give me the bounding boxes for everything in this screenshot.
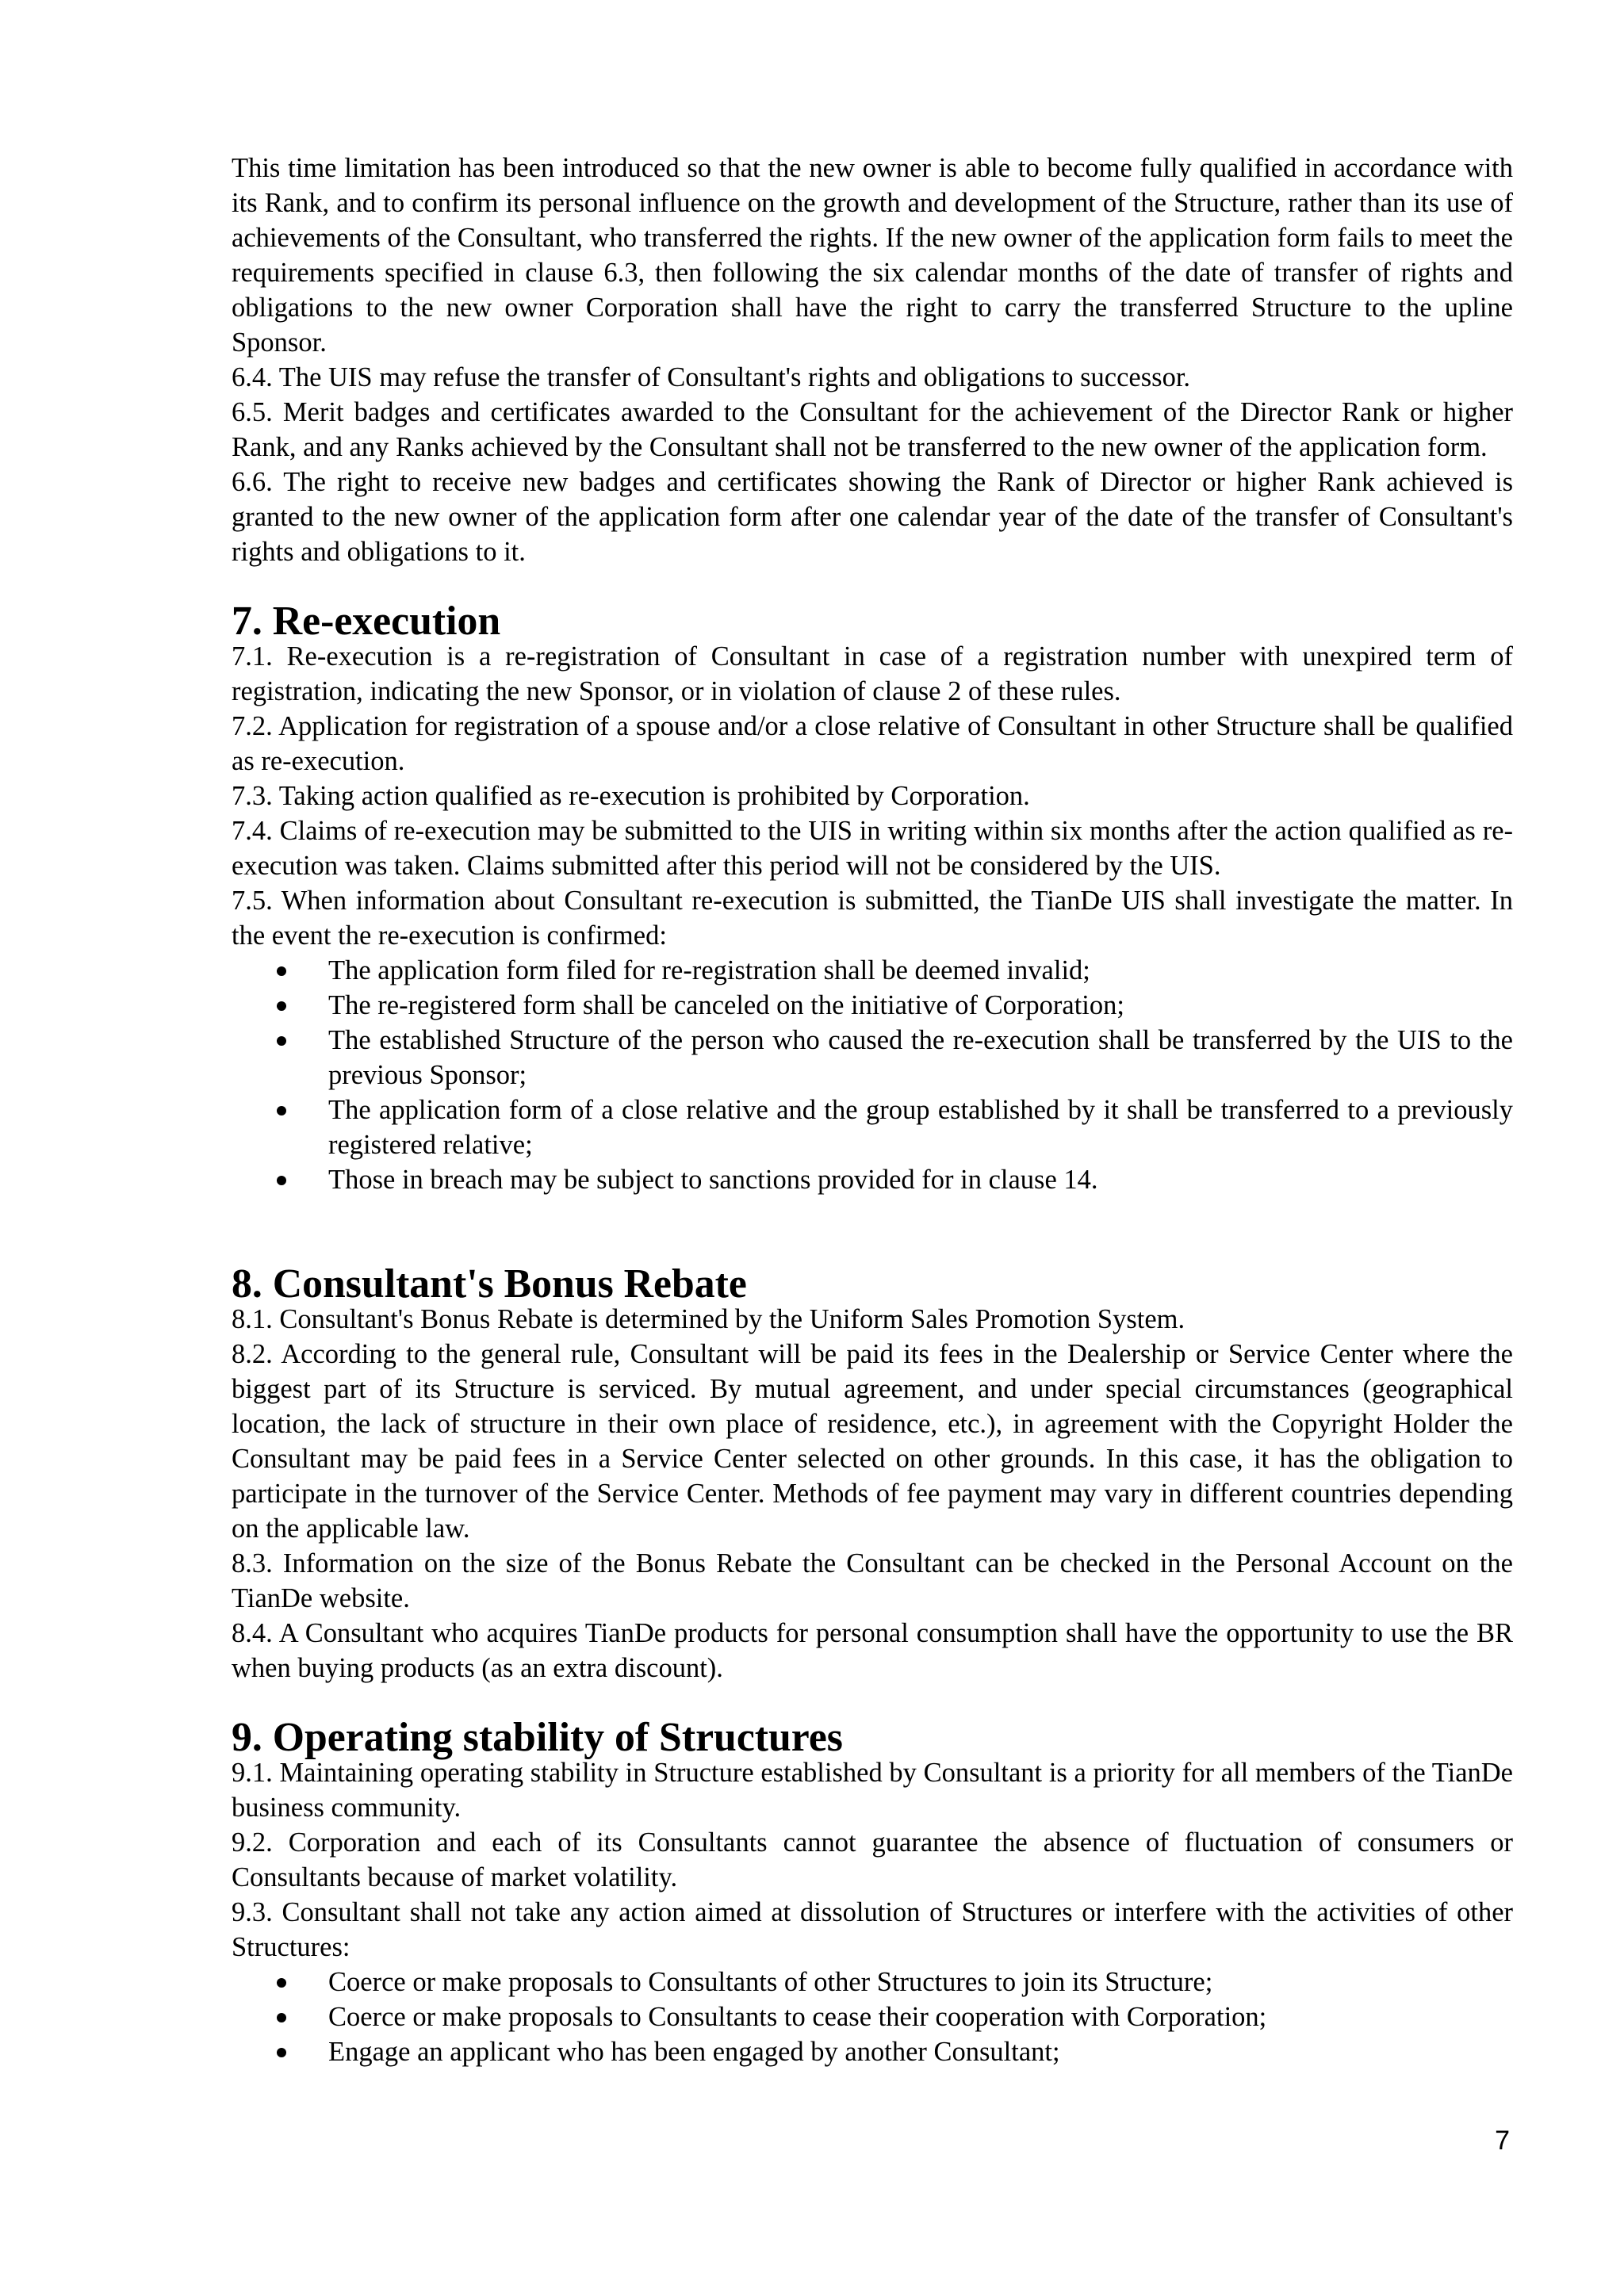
- paragraph-6-5: 6.5. Merit badges and certificates awarded to the Consultant for the achievement of the Director Rank or higher Rank, and any Ranks achieved by the Consultant shall not be transferred to the new owner of the application form.: [232, 397, 1513, 462]
- list-item: [328, 1162, 1513, 1197]
- bullet-icon: [277, 1176, 286, 1185]
- list-item-text: The application form filed for re-registration shall be deemed invalid;: [328, 955, 1090, 985]
- paragraph-8-2: 8.2. According to the general rule, Consultant will be paid its fees in the Dealership or Service Center where the biggest part of its Structure is serviced. By mutual agreement, and under special circumstances (geographical location, the lack of structure in their own place of residence, etc.), in agreement with the Copyright Holder the Consultant may be paid fees in a Service Center selected on other grounds. In this case, it has the obligation to participate in the turnover of the Service Center. Methods of fee payment may vary in different countries depending on the applicable law.: [232, 1339, 1513, 1544]
- bullet-icon: [277, 1001, 286, 1011]
- section-9-bullet-list: [232, 1965, 1513, 2069]
- paragraph-time-limitation: This time limitation has been introduced so that the new owner is able to become fully qualified in accordance with its Rank, and to confirm its personal influence on the growth and development of the Structure, rather than its use of achievements of the Consultant, who transferred the rights. If the new owner of the application form fails to meet the requirements specified in clause 6.3, then following the six calendar months of the date of transfer of rights and obligations to the new owner Corporation shall have the right to carry the transferred Structure to the upline Sponsor.: [232, 153, 1513, 358]
- list-item-text: Those in breach may be subject to sanctions provided for in clause 14.: [328, 1165, 1098, 1195]
- paragraph-8-4: 8.4. A Consultant who acquires TianDe products for personal consumption shall have the opportunity to use the BR when buying products (as an extra discount).: [232, 1618, 1513, 1683]
- bullet-icon: [277, 2048, 286, 2057]
- list-item: [328, 1093, 1513, 1162]
- bullet-icon: [277, 2013, 286, 2022]
- list-item-text: The re-registered form shall be canceled on the initiative of Corporation;: [328, 990, 1124, 1020]
- list-item: [328, 1023, 1513, 1093]
- page-number: 7: [1495, 2126, 1510, 2156]
- list-item: [328, 1965, 1513, 1999]
- paragraph-7-1: 7.1. Re-execution is a re-registration of Consultant in case of a registration number with unexpired term of registration, indicating the new Sponsor, or in violation of clause 2 of these rules.: [232, 641, 1513, 706]
- paragraph-8-1: 8.1. Consultant's Bonus Rebate is determined by the Uniform Sales Promotion System.: [232, 1304, 1185, 1334]
- section-8-heading: 8. Consultant's Bonus Rebate: [232, 1261, 747, 1307]
- spacer: [232, 1197, 1513, 1267]
- paragraph-7-2: 7.2. Application for registration of a spouse and/or a close relative of Consultant in other Structure shall be qualified as re-execution.: [232, 711, 1513, 776]
- list-item: [328, 2034, 1513, 2069]
- section-7-bullet-list: [232, 953, 1513, 1197]
- paragraph-7-4: 7.4. Claims of re-execution may be submitted to the UIS in writing within six months after the action qualified as re-execution was taken. Claims submitted after this period will not be considered by the UIS.: [232, 816, 1513, 881]
- list-item-text: The established Structure of the person who caused the re-execution shall be transferred by the UIS to the previous Sponsor;: [328, 1025, 1513, 1090]
- bullet-icon: [277, 966, 286, 976]
- bullet-icon: [277, 1978, 286, 1988]
- paragraph-6-6: 6.6. The right to receive new badges and certificates showing the Rank of Director or higher Rank achieved is granted to the new owner of the application form after one calendar year of the date of the transfer of Consultant's rights and obligations to it.: [232, 467, 1513, 567]
- list-item: [328, 953, 1513, 988]
- bullet-icon: [277, 1106, 286, 1115]
- paragraph-6-4: 6.4. The UIS may refuse the transfer of Consultant's rights and obligations to successor.: [232, 362, 1191, 392]
- paragraph-9-2: 9.2. Corporation and each of its Consultants cannot guarantee the absence of fluctuation of consumers or Consultants because of market volatility.: [232, 1827, 1513, 1892]
- page-body: [232, 151, 1513, 2069]
- bullet-icon: [277, 1036, 286, 1046]
- list-item: [328, 1999, 1513, 2034]
- paragraph-9-1: 9.1. Maintaining operating stability in Structure established by Consultant is a priority for all members of the TianDe business community.: [232, 1758, 1513, 1823]
- section-7-heading: 7. Re-execution: [232, 599, 501, 644]
- paragraph-8-3: 8.3. Information on the size of the Bonus Rebate the Consultant can be checked in the Personal Account on the TianDe website.: [232, 1548, 1513, 1613]
- list-item-text: Engage an applicant who has been engaged by another Consultant;: [328, 2037, 1060, 2067]
- list-item-text: The application form of a close relative and the group established by it shall be transferred to a previously registered relative;: [328, 1095, 1513, 1160]
- paragraph-9-3: 9.3. Consultant shall not take any action aimed at dissolution of Structures or interfere with the activities of other Structures:: [232, 1897, 1513, 1962]
- list-item: [328, 988, 1513, 1023]
- paragraph-7-5: 7.5. When information about Consultant re-execution is submitted, the TianDe UIS shall investigate the matter. In the event the re-execution is confirmed:: [232, 886, 1513, 951]
- list-item-text: Coerce or make proposals to Consultants of other Structures to join its Structure;: [328, 1967, 1213, 1997]
- paragraph-7-3: 7.3. Taking action qualified as re-execution is prohibited by Corporation.: [232, 781, 1030, 811]
- section-9-heading: 9. Operating stability of Structures: [232, 1715, 843, 1760]
- list-item-text: Coerce or make proposals to Consultants to cease their cooperation with Corporation;: [328, 2002, 1267, 2032]
